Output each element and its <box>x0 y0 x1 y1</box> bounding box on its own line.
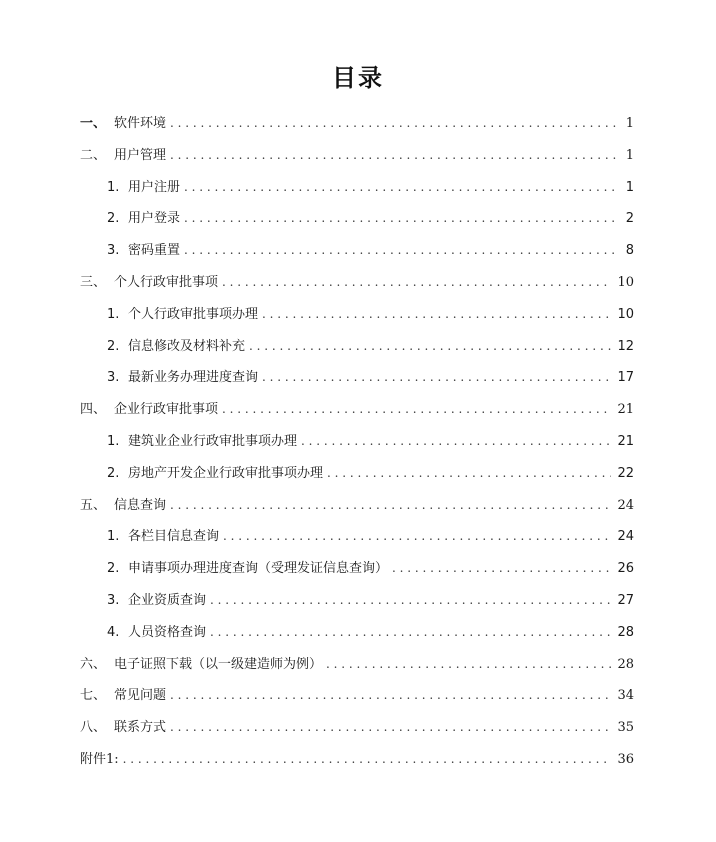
toc-entry-title: 人员资格查询 <box>128 624 207 640</box>
toc-entry-title: 信息查询 <box>114 497 167 513</box>
dot-leader <box>262 307 611 321</box>
dot-leader <box>170 498 611 512</box>
toc-entry[interactable] <box>80 144 634 164</box>
toc-entry-title: 个人行政审批事项 <box>114 275 219 290</box>
toc-entry-page-number: 8 <box>625 243 634 259</box>
toc-entry[interactable] <box>107 239 634 259</box>
dot-leader <box>249 339 611 353</box>
dot-leader <box>184 211 618 225</box>
dot-leader <box>392 561 611 575</box>
toc-entry-title: 常见问题 <box>114 688 167 704</box>
toc-entry-number: 四、 <box>80 402 107 418</box>
dot-leader <box>327 466 611 480</box>
toc-entry-title: 申请事项办理进度查询（受理发证信息查询） <box>128 561 389 577</box>
dot-leader <box>170 688 611 702</box>
toc-entry-page-number: 1 <box>625 179 634 195</box>
dot-leader <box>222 275 611 289</box>
toc-entry[interactable] <box>107 366 634 386</box>
toc-entry-number: 2. <box>107 561 120 577</box>
dot-leader <box>210 593 611 607</box>
toc-entry[interactable] <box>80 684 634 704</box>
toc-entry[interactable] <box>107 335 634 355</box>
page-title: 目录 <box>332 64 384 92</box>
toc-entry-title: 联系方式 <box>114 720 167 736</box>
toc-entry-number: 七、 <box>80 688 107 704</box>
dot-leader <box>210 625 611 639</box>
toc-entry-number: 二、 <box>80 147 107 163</box>
toc-entry-title: 信息修改及材料补充 <box>128 338 246 354</box>
toc-entry-title: 附件1: <box>80 752 119 767</box>
toc-entry-title: 用户注册 <box>128 179 181 195</box>
toc-entry[interactable] <box>80 653 634 673</box>
toc-entry-number: 五、 <box>80 497 107 513</box>
toc-entry-page-number: 21 <box>617 402 634 418</box>
toc-entry-page-number: 17 <box>617 370 634 386</box>
toc-entry-page-number: 24 <box>617 529 634 545</box>
toc-entry-title: 房地产开发企业行政审批事项办理 <box>128 465 324 481</box>
toc-entry[interactable] <box>107 430 634 450</box>
toc-entry-page-number: 36 <box>617 752 634 767</box>
toc-entry[interactable] <box>80 716 634 736</box>
toc-entry[interactable] <box>107 176 634 196</box>
toc-entry[interactable] <box>107 557 634 577</box>
dot-leader <box>222 402 611 416</box>
toc-entry-title: 个人行政审批事项办理 <box>128 306 259 322</box>
toc-entry-title: 建筑业企业行政审批事项办理 <box>128 434 298 449</box>
toc-entry-page-number: 12 <box>617 338 634 354</box>
toc-entry-number: 2. <box>107 338 120 354</box>
toc-entry-title: 企业行政审批事项 <box>114 402 219 418</box>
toc-entry[interactable] <box>107 621 634 641</box>
dot-leader <box>262 370 611 384</box>
dot-leader <box>223 529 611 543</box>
toc-entry-number: 1. <box>107 306 120 322</box>
toc-entry-title: 软件环境 <box>114 116 167 131</box>
toc-entry-number: 一、 <box>80 116 107 131</box>
toc-entry[interactable] <box>80 398 634 418</box>
toc-entry-number: 1. <box>107 529 120 545</box>
toc-entry-title: 企业资质查询 <box>128 593 207 608</box>
dot-leader <box>123 752 612 766</box>
toc-entry-title: 用户登录 <box>128 211 181 227</box>
toc-entry-page-number: 2 <box>625 211 634 227</box>
dot-leader <box>170 148 618 162</box>
dot-leader <box>184 180 618 194</box>
toc-entry-number: 八、 <box>80 720 107 736</box>
toc-entry[interactable] <box>80 112 634 132</box>
toc-entry-page-number: 21 <box>617 434 634 449</box>
toc-entry-title: 密码重置 <box>128 243 181 259</box>
toc-entry-page-number: 10 <box>617 275 634 290</box>
toc-entry-number: 3. <box>107 370 120 386</box>
toc-entry-page-number: 27 <box>617 593 634 608</box>
toc-entry[interactable] <box>107 589 634 609</box>
toc-entry-page-number: 10 <box>617 306 634 322</box>
toc-entry-page-number: 34 <box>617 688 634 704</box>
toc-entry[interactable] <box>107 462 634 482</box>
toc-entry-number: 3. <box>107 593 120 608</box>
toc-entry-page-number: 24 <box>617 497 634 513</box>
toc-entry-number: 1. <box>107 179 120 195</box>
toc-entry[interactable] <box>107 525 634 545</box>
toc-entry-title: 各栏目信息查询 <box>128 529 220 545</box>
toc-entry-page-number: 28 <box>617 624 634 640</box>
toc-entry-number: 三、 <box>80 275 107 290</box>
toc-entry[interactable] <box>80 748 634 768</box>
toc-entry-title: 最新业务办理进度查询 <box>128 370 259 386</box>
toc-entry-number: 2. <box>107 465 120 481</box>
toc-entry-title: 电子证照下载（以一级建造师为例） <box>114 656 323 672</box>
toc-entry-page-number: 22 <box>617 465 634 481</box>
toc-entry-number: 1. <box>107 434 120 449</box>
toc-entry[interactable] <box>107 207 634 227</box>
toc-entry-page-number: 26 <box>617 561 634 577</box>
toc-entry-number: 3. <box>107 243 120 259</box>
dot-leader <box>170 720 611 734</box>
toc-entry-page-number: 28 <box>617 656 634 672</box>
dot-leader <box>301 434 611 448</box>
toc-entry[interactable] <box>107 303 634 323</box>
toc-entry-number: 2. <box>107 211 120 227</box>
toc-entry[interactable] <box>80 494 634 514</box>
dot-leader <box>184 243 618 257</box>
toc-entry[interactable] <box>80 271 634 291</box>
toc-entry-number: 4. <box>107 624 120 640</box>
dot-leader <box>170 116 618 130</box>
toc-entry-page-number: 1 <box>625 116 634 131</box>
toc-entry-title: 用户管理 <box>114 147 167 163</box>
toc-entry-number: 六、 <box>80 656 107 672</box>
dot-leader <box>326 657 611 671</box>
toc-entry-page-number: 35 <box>617 720 634 736</box>
toc-entry-page-number: 1 <box>625 147 634 163</box>
